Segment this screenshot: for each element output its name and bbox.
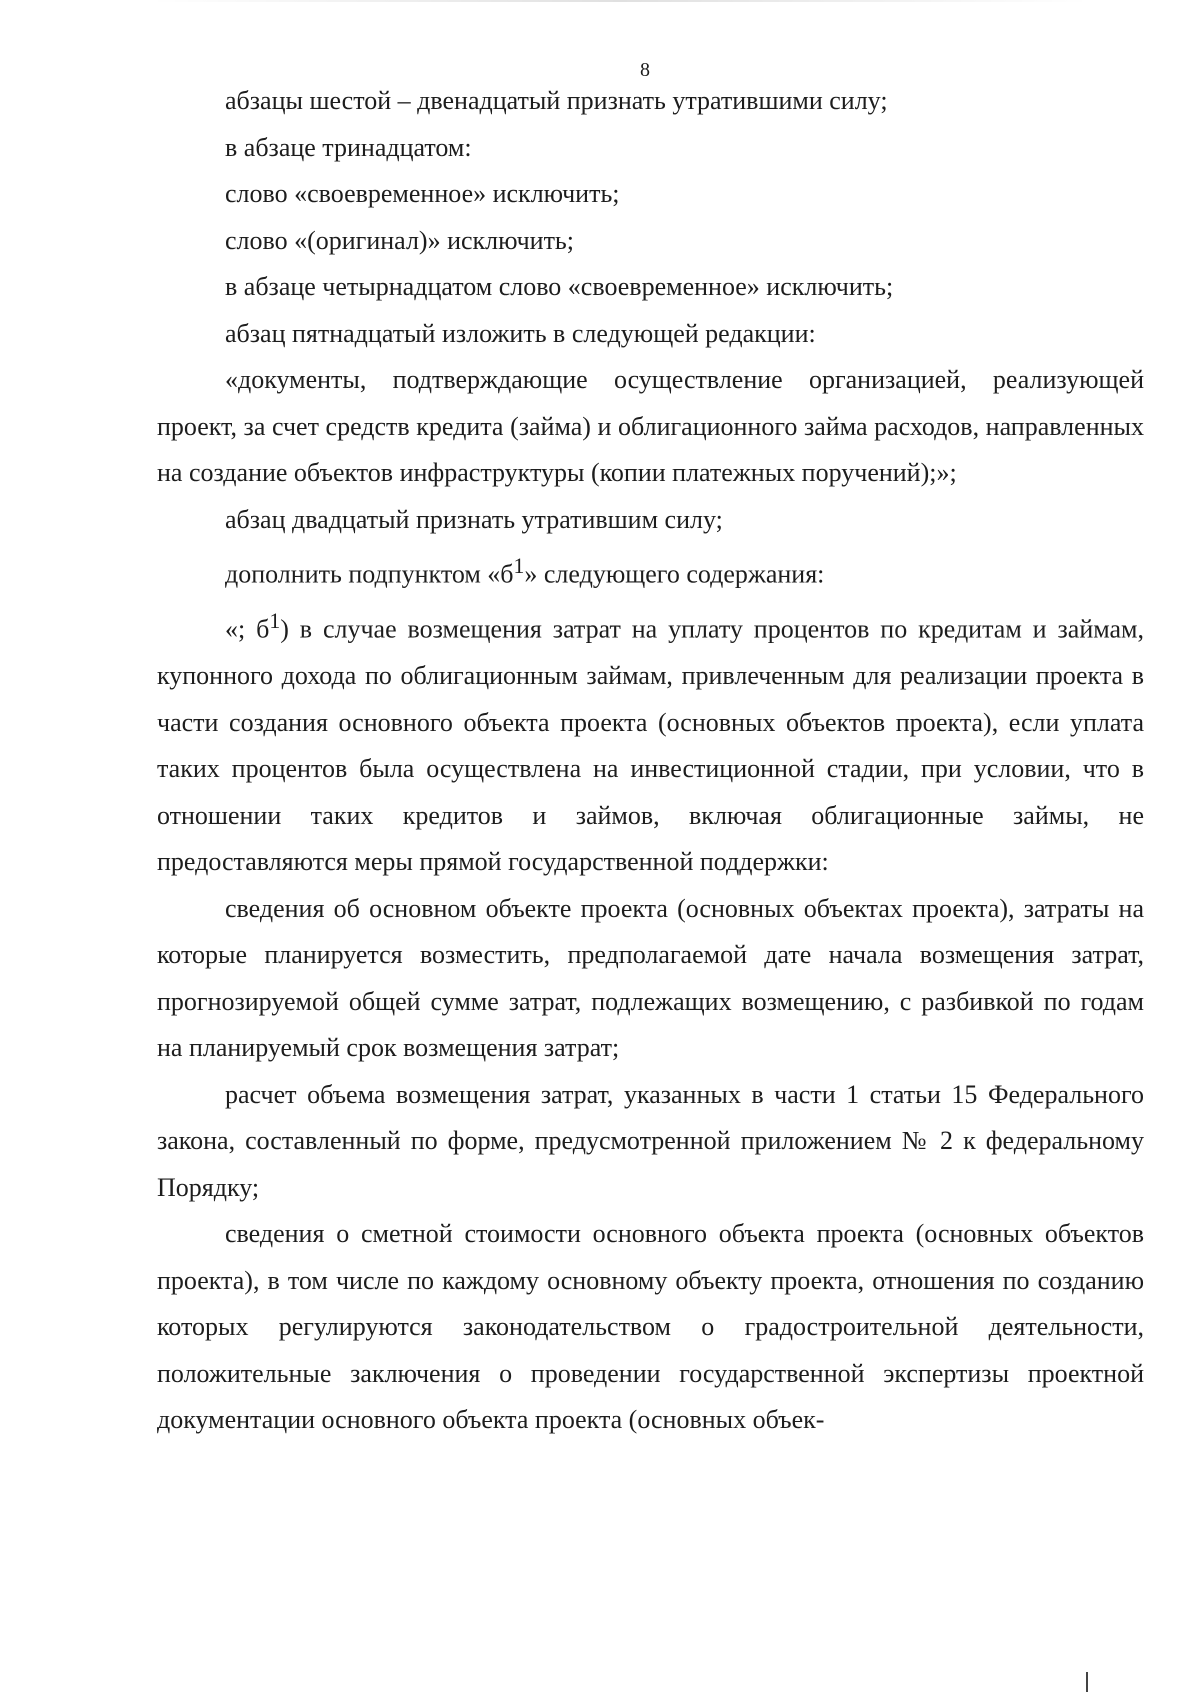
scan-mark (1086, 1672, 1088, 1692)
paragraph-9-text-after: » следующего содержания: (524, 559, 825, 589)
paragraph-13: сведения о сметной стоимости основного объекта проекта (основных объектов проекта), в том числе по каждому основному объекту проекта, отношения по созданию которых регулируются законодательством о градостроительной деятельности, положительные заключения о проведении государственной экспертизы проектной документации основного объекта проекта (основных объек- (157, 1219, 1144, 1435)
paragraph-9 (157, 543, 1144, 598)
paragraph-6: абзац пятнадцатый изложить в следующей редакции: (225, 318, 816, 348)
paragraph-12: расчет объема возмещения затрат, указанных в части 1 статьи 15 Федерального закона, составленный по форме, предусмотренной приложением № 2 к федеральному Порядку; (157, 1079, 1144, 1202)
paragraph-5: в абзаце четырнадцатом слово «своевременное» исключить; (225, 272, 894, 301)
paragraph-7: «документы, подтверждающие осуществление организацией, реализующей проект, за счет средств кредита (займа) и облигационного займа расходов, направленных на создание объектов инфраструктуры (копии платежных поручений);»; (157, 365, 1144, 487)
paragraph-2: в абзаце тринадцатом: (225, 132, 472, 162)
paragraph-9-superscript: 1 (513, 554, 525, 578)
paragraph-4: слово «(оригинал)» исключить; (225, 225, 575, 255)
paragraph-1: абзацы шестой – двенадцатый признать утратившими силу; (225, 86, 888, 115)
page-number: 8 (640, 59, 650, 81)
paragraph-3: слово «своевременное» исключить; (225, 179, 620, 208)
paragraph-10-text-after: ) в случае возмещения затрат на уплату процентов по кредитам и займам, купонного дохода по облигационным займам, привлеченным для реализации проекта в части создания основного объекта проекта (основных объектов проекта), если уплата таких процентов была осуществлена на инвестиционной стадии, при условии, что в отношении таких кредитов и займов, включая облигационные займы, не предоставляются меры прямой государственной поддержки: (157, 614, 1144, 877)
scan-edge-top (150, 0, 1090, 2)
paragraph-10-text-before: «; б (225, 614, 270, 644)
paragraph-10 (157, 598, 1144, 886)
paragraph-10-superscript: 1 (269, 609, 281, 634)
paragraph-8: абзац двадцатый признать утратившим силу; (225, 504, 723, 534)
paragraph-9-text-before: дополнить подпунктом «б (225, 559, 514, 589)
paragraph-11: сведения об основном объекте проекта (основных объектах проекта), затраты на которые планируется возместить, предполагаемой дате начала возмещения затрат, прогнозируемой общей сумме затрат, подлежащих возмещению, с разбивкой по годам на планируемый срок возмещения затрат; (157, 893, 1144, 1063)
document-body (157, 78, 1144, 1444)
